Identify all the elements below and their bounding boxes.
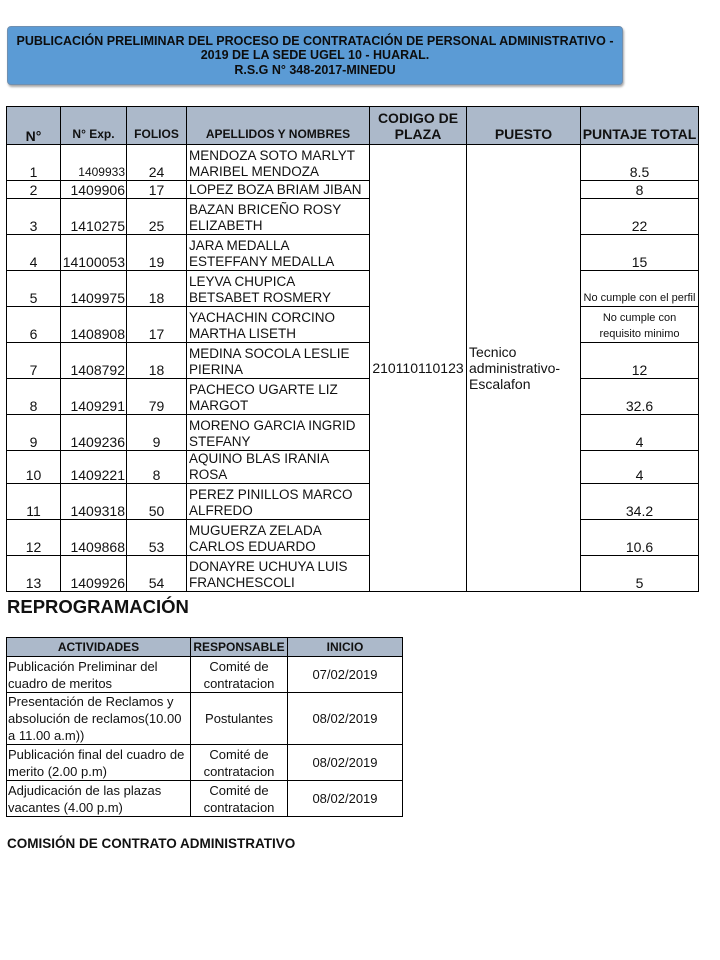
applicant-name: PEREZ PINILLOS MARCO ALFREDO: [187, 484, 370, 520]
inicio-date: 08/02/2019: [288, 693, 403, 745]
puntaje-total: 10.6: [581, 520, 699, 556]
table-row: [7, 145, 699, 181]
expediente-number: 14100053: [61, 235, 127, 271]
col-header-codigo: CODIGO DE PLAZA: [370, 107, 467, 145]
col-header-actividades: ACTIVIDADES: [7, 638, 191, 657]
inicio-date: 08/02/2019: [288, 745, 403, 781]
row-number: 2: [7, 181, 61, 199]
activity: Publicación Preliminar del cuadro de meritos: [7, 657, 191, 693]
col-header-puesto: PUESTO: [467, 107, 581, 145]
applicant-name: BAZAN BRICEÑO ROSY ELIZABETH: [187, 199, 370, 235]
folios-count: 17: [127, 181, 187, 199]
table-row: [7, 415, 699, 451]
col-header-responsable: RESPONSABLE: [191, 638, 288, 657]
expediente-number: 1409318: [61, 484, 127, 520]
folios-count: 17: [127, 307, 187, 343]
applicant-name: DONAYRE UCHUYA LUIS FRANCHESCOLI: [187, 556, 370, 592]
puesto: Tecnico administrativo- Escalafon: [467, 145, 581, 592]
responsable: Comité de contratacion: [191, 745, 288, 781]
expediente-number: 1409868: [61, 520, 127, 556]
row-number: 13: [7, 556, 61, 592]
inicio-date: 07/02/2019: [288, 657, 403, 693]
puntaje-total: 34.2: [581, 484, 699, 520]
activity: Adjudicación de las plazas vacantes (4.00 p.m): [7, 781, 191, 817]
row-number: 3: [7, 199, 61, 235]
puntaje-total: 22: [581, 199, 699, 235]
expediente-number: 1408792: [61, 343, 127, 379]
expediente-number: 1409236: [61, 415, 127, 451]
folios-count: 50: [127, 484, 187, 520]
folios-count: 79: [127, 379, 187, 415]
schedule-table: [6, 637, 403, 817]
expediente-number: 1410275: [61, 199, 127, 235]
activity: Presentación de Reclamos y absolución de reclamos(10.00 a 11.00 a.m)): [7, 693, 191, 745]
col-header-exp: N° Exp.: [61, 107, 127, 145]
applicant-name: LOPEZ BOZA BRIAM JIBAN: [187, 181, 370, 199]
applicant-name: MORENO GARCIA INGRID STEFANY: [187, 415, 370, 451]
col-header-folios: FOLIOS: [127, 107, 187, 145]
table-row: [7, 343, 699, 379]
applicant-name: AQUINO BLAS IRANIA ROSA: [187, 451, 370, 484]
applicant-name: JARA MEDALLA ESTEFFANY MEDALLA: [187, 235, 370, 271]
schedule-row: [7, 657, 403, 693]
table-row: [7, 199, 699, 235]
puntaje-total: 8.5: [581, 145, 699, 181]
expediente-number: 1409975: [61, 271, 127, 307]
applicant-name: LEYVA CHUPICA BETSABET ROSMERY: [187, 271, 370, 307]
col-header-name: APELLIDOS Y NOMBRES: [187, 107, 370, 145]
applicant-name: MENDOZA SOTO MARLYT MARIBEL MENDOZA: [187, 145, 370, 181]
row-number: 7: [7, 343, 61, 379]
table-row: [7, 235, 699, 271]
row-number: 1: [7, 145, 61, 181]
puntaje-total: 15: [581, 235, 699, 271]
puntaje-total: 8: [581, 181, 699, 199]
schedule-row: [7, 745, 403, 781]
puntaje-total: No cumple con el perfil: [581, 271, 699, 307]
table-row: [7, 520, 699, 556]
table-row: [7, 379, 699, 415]
codigo-plaza: 210110110123: [370, 145, 467, 592]
expediente-number: 1409926: [61, 556, 127, 592]
row-number: 10: [7, 451, 61, 484]
expediente-number: 1409933: [61, 145, 127, 181]
col-header-puntaje: PUNTAJE TOTAL: [581, 107, 699, 145]
header-line-3: R.S.G N° 348-2017-MINEDU: [234, 62, 396, 77]
puntaje-total: No cumple con requisito minimo: [581, 307, 699, 343]
results-header-row: [7, 107, 699, 145]
folios-count: 8: [127, 451, 187, 484]
row-number: 4: [7, 235, 61, 271]
col-header-n: N°: [7, 107, 61, 145]
applicant-name: MUGUERZA ZELADA CARLOS EDUARDO: [187, 520, 370, 556]
row-number: 11: [7, 484, 61, 520]
table-row: [7, 484, 699, 520]
responsable: Comité de contratacion: [191, 657, 288, 693]
folios-count: 53: [127, 520, 187, 556]
applicant-name: PACHECO UGARTE LIZ MARGOT: [187, 379, 370, 415]
responsable: Comité de contratacion: [191, 781, 288, 817]
schedule-header-row: [7, 638, 403, 657]
col-header-inicio: INICIO: [288, 638, 403, 657]
applicant-name: MEDINA SOCOLA LESLIE PIERINA: [187, 343, 370, 379]
header-line-1: PUBLICACIÓN PRELIMINAR DEL PROCESO DE CONTRATACIÓN DE PERSONAL ADMINISTRATIVO -: [16, 33, 614, 48]
puntaje-total: 32.6: [581, 379, 699, 415]
folios-count: 19: [127, 235, 187, 271]
folios-count: 18: [127, 343, 187, 379]
row-number: 6: [7, 307, 61, 343]
activity: Publicación final del cuadro de merito (2.00 p.m): [7, 745, 191, 781]
folios-count: 54: [127, 556, 187, 592]
folios-count: 18: [127, 271, 187, 307]
table-row: [7, 181, 699, 199]
table-row: [7, 271, 699, 307]
header-banner: [7, 26, 623, 85]
row-number: 8: [7, 379, 61, 415]
expediente-number: 1409291: [61, 379, 127, 415]
responsable: Postulantes: [191, 693, 288, 745]
footer-signature: COMISIÓN DE CONTRATO ADMINISTRATIVO: [7, 836, 296, 851]
applicant-name: YACHACHIN CORCINO MARTHA LISETH: [187, 307, 370, 343]
puntaje-total: 5: [581, 556, 699, 592]
expediente-number: 1409906: [61, 181, 127, 199]
reprogramacion-title: REPROGRAMACIÓN: [7, 596, 189, 617]
folios-count: 24: [127, 145, 187, 181]
puntaje-total: 4: [581, 415, 699, 451]
row-number: 9: [7, 415, 61, 451]
expediente-number: 1408908: [61, 307, 127, 343]
schedule-row: [7, 693, 403, 745]
folios-count: 25: [127, 199, 187, 235]
table-row: [7, 451, 699, 484]
folios-count: 9: [127, 415, 187, 451]
row-number: 12: [7, 520, 61, 556]
table-row: [7, 556, 699, 592]
header-line-2: 2019 DE LA SEDE UGEL 10 - HUARAL.: [200, 48, 430, 63]
expediente-number: 1409221: [61, 451, 127, 484]
inicio-date: 08/02/2019: [288, 781, 403, 817]
results-table: [6, 106, 699, 592]
schedule-row: [7, 781, 403, 817]
puntaje-total: 12: [581, 343, 699, 379]
table-row: [7, 307, 699, 343]
puntaje-total: 4: [581, 451, 699, 484]
row-number: 5: [7, 271, 61, 307]
